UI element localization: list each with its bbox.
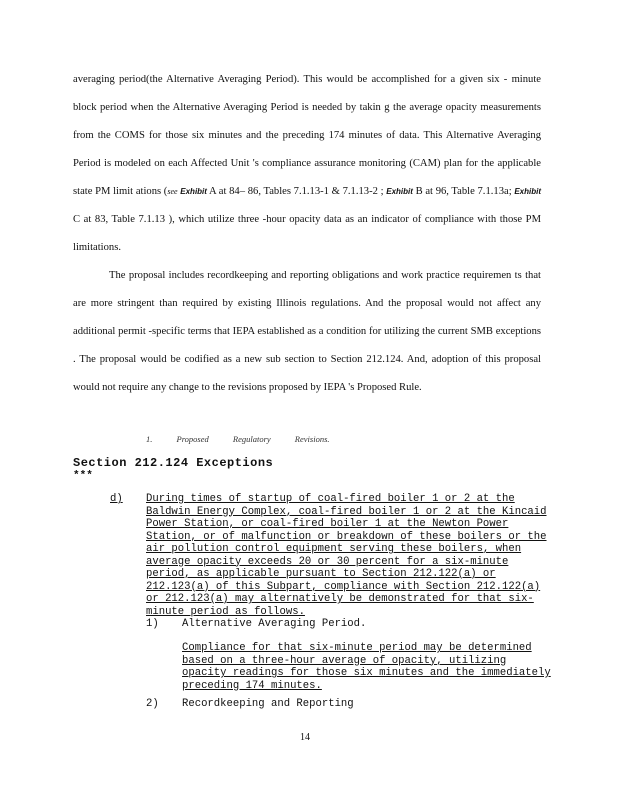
revisions-word-2: Regulatory	[232, 434, 271, 444]
exhibit-c-ref: Exhibit	[514, 187, 541, 196]
revisions-number: 1.	[146, 434, 153, 444]
revisions-heading	[146, 434, 352, 444]
item-2-title: Recordkeeping and Reporting	[182, 698, 354, 710]
para1-text-b: A at 84– 86, Tables 7.1.13-1 & 7.1.13-2 ;	[206, 186, 387, 197]
para1-text-c: B at 96, Table 7.1.13a;	[412, 186, 515, 197]
see-signal: see	[167, 187, 178, 196]
section-title: Section 212.124 Exceptions	[73, 456, 274, 470]
exhibit-b-ref: Exhibit	[386, 187, 413, 196]
subsection-label: d)	[110, 493, 123, 505]
page-number: 14	[300, 732, 310, 743]
paragraph-1	[73, 66, 541, 262]
para1-text-a: averaging period(the Alternative Averaging Period). This would be accomplished for a given six - minute block period when the Alternative Averaging Period is needed by takin g the average opacity measurements from the COMS for those six minutes and the preceding 174 minutes of data. This Alternative Averaging Period is modeled on each Affected Unit 's compliance assurance monitoring (CAM) plan for the applicable state PM limit ations (	[73, 74, 541, 197]
revisions-word-1: Proposed	[176, 434, 209, 444]
subsection-text: During times of startup of coal-fired boiler 1 or 2 at the Baldwin Energy Complex, coal-fired boiler 1 or 2 at the Kincaid Power Station, or coal-fired boiler 1 at the Newton Power Station, or of malfunction or breakdown of these boilers or the air pollution control equipment serving these boilers, when average opacity exceeds 20 or 30 percent for a six-minute period, as applicable pursuant to Section 212.122(a) or 212.123(a) of this Subpart, compliance with Section 212.122(a) or 212.123(a) may alternatively be demonstrated for that six-minute period as follows.	[146, 493, 547, 618]
para1-text-d: C at 83, Table 7.1.13 ), which utilize three -hour opacity data as an indicator of compliance with those PM limitations.	[73, 214, 541, 253]
item-1-title: Alternative Averaging Period.	[182, 618, 367, 630]
section-stars: ***	[73, 470, 93, 482]
item-1-text: Compliance for that six-minute period may be determined based on a three-hour average of opacity, utilizing opacity readings for those six minutes and the immediately preceding 174 minutes.	[182, 642, 551, 692]
item-1-number: 1)	[146, 618, 159, 630]
exhibit-a-ref: Exhibit	[180, 187, 207, 196]
body-text	[73, 66, 541, 402]
paragraph-2: The proposal includes recordkeeping and reporting obligations and work practice requiremen ts that are more stringent than required by existing Illinois regulations. And the proposal would not affect any additional permit -specific terms that IEPA established as a condition for utilizing the current SMB exceptions . The proposal would be codified as a new sub section to Section 212.124. And, adoption of this proposal would not require any change to the revisions proposed by IEPA 's Proposed Rule.	[73, 270, 541, 393]
item-2-number: 2)	[146, 698, 159, 710]
revisions-word-3: Revisions.	[294, 434, 330, 444]
